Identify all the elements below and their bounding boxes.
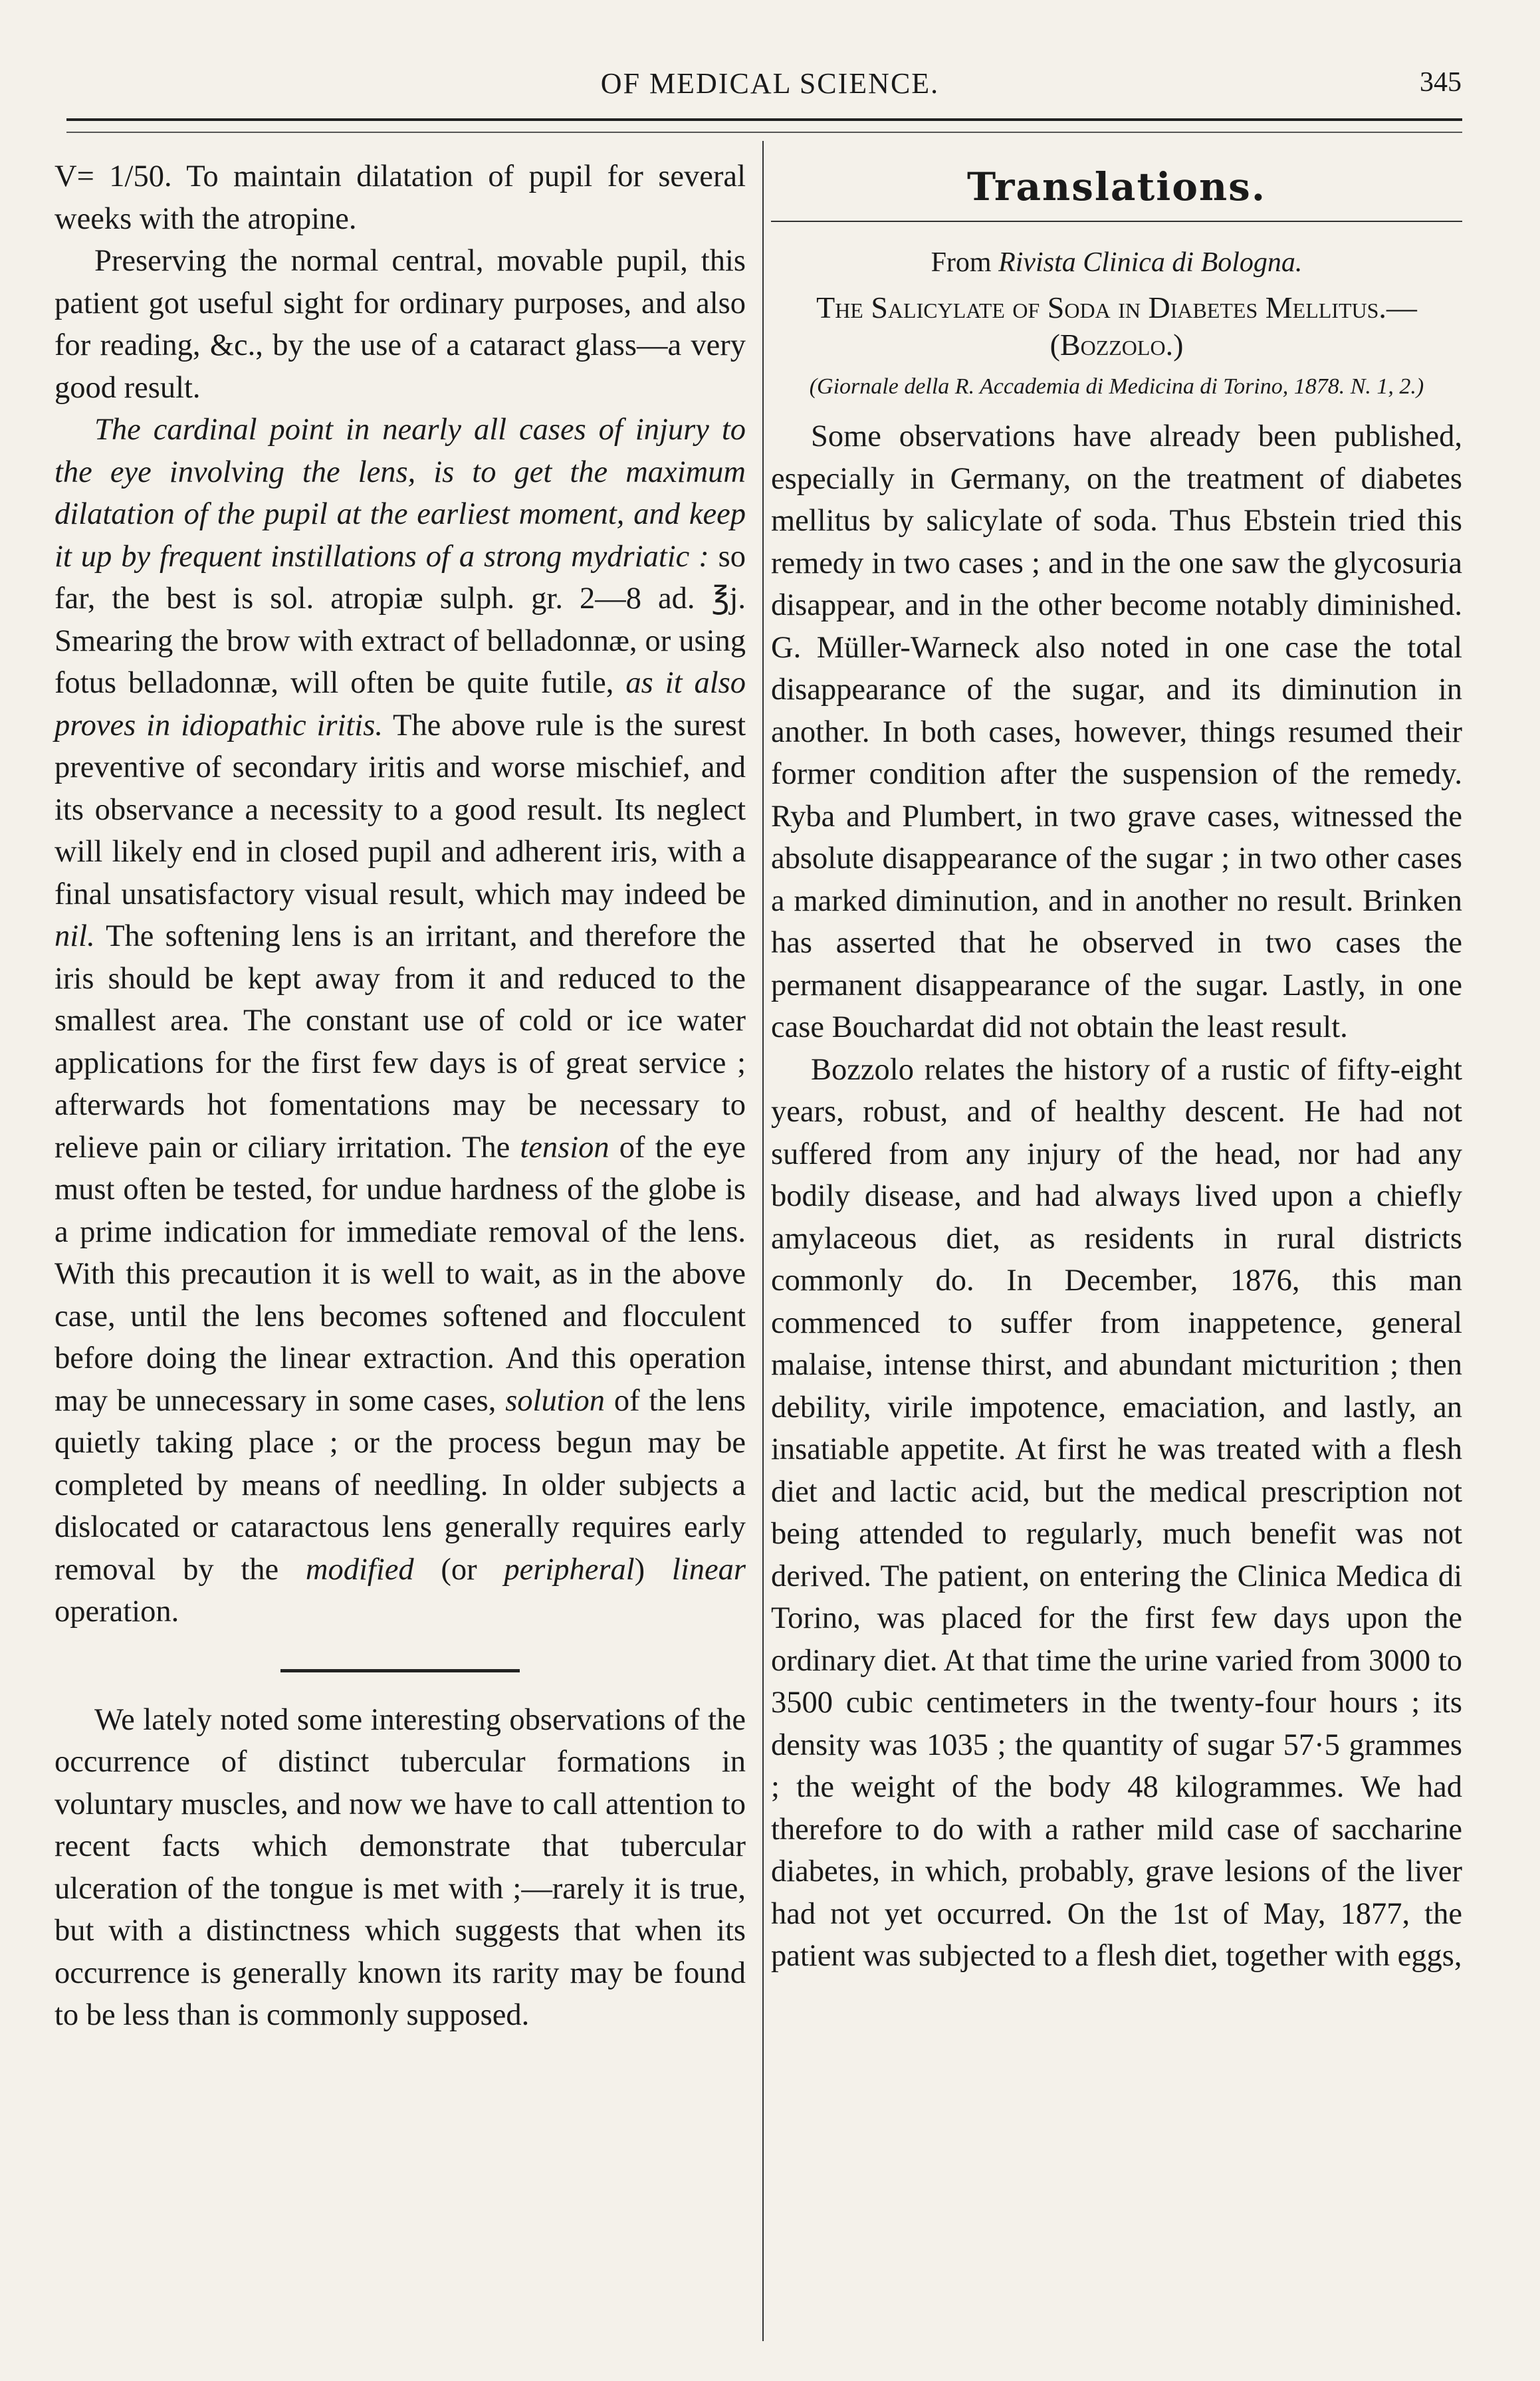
text-run: of the eye must often be tested, for undue hardness of the globe is a prime indication for immediate removal of the lens. With this precaution it is well to wait, as in the above case, until the lens becomes softened and flocculent before doing the linear extraction. And this operation may be unnecessary in some cases, bbox=[55, 1130, 746, 1418]
paragraph-case-history: Bozzolo relates the history of a rustic of fifty-eight years, robust, and of healthy descent. He had not suffered from any injury of the head, nor had any bodily disease, and had always lived upon a chiefly amylaceous diet, as residents in rural districts commonly do. In December, 1876, this man commenced to suffer from inappetence, general malaise, intense thirst, and abundant micturition ; then debility, virile impotence, emaciation, and lastly, an insatiable appetite. At first he was treated with a flesh diet and lactic acid, but the medical prescription not being attended to regularly, much benefit was not derived. The patient, on entering the Clinica Medica di Torino, was placed for the first few days upon the ordinary diet. At that time the urine varied from 3000 to 3500 cubic centimeters in the twenty-four hours ; its density was 1035 ; the quantity of sugar 57·5 grammes ; the weight of the body 48 kilogrammes. We had therefore to do with a rather mild case of saccharine diabetes, in which, probably, grave lesions of the liver had not yet occurred. On the 1st of May, 1877, the patient was subjected to a flesh diet, together with eggs, bbox=[771, 1052, 1462, 1973]
italic-tension: tension bbox=[520, 1130, 609, 1165]
paragraph-vision: V= 1/50. To maintain dilatation of pupil for several weeks with the atropine. bbox=[55, 160, 746, 236]
text-run: ) bbox=[634, 1552, 672, 1587]
citation: (Giornale della R. Accademia di Medicina di Torino, 1878. N. 1, 2.) bbox=[809, 374, 1424, 399]
italic-nil: nil. bbox=[55, 919, 95, 953]
running-title: OF MEDICAL SCIENCE. bbox=[600, 67, 940, 100]
source-line bbox=[771, 242, 1462, 284]
page-number: 345 bbox=[1420, 67, 1462, 98]
italic-peripheral: peripheral bbox=[504, 1552, 635, 1587]
section-heading: Translations. bbox=[966, 164, 1267, 209]
text-run: so far, the best is sol. atropiæ sulph. gr. 2—8 ad. ℥j. Smearing the brow with extract of belladonnæ, or using fotus belladonnæ, will often be quite futile, bbox=[55, 539, 746, 700]
text-run: operation. bbox=[55, 1595, 179, 1629]
header-rule bbox=[66, 118, 1462, 121]
paragraph-cardinal-point bbox=[55, 409, 746, 1633]
italic-solution: solution bbox=[505, 1383, 605, 1418]
paragraph-tubercular: We lately noted some interesting observations of the occurrence of distinct tubercular formations in voluntary muscles, and now we have to call attention to recent facts which demonstrate that tubercular ulceration of the tongue is met with ;—rarely it is true, but with a distinctness which suggests that when its occurrence is generally known its rarity may be found to be less than is commonly supposed. bbox=[55, 1702, 746, 2032]
text-run: (or bbox=[413, 1552, 504, 1587]
text-run: The above rule is the surest preventive of secondary iritis and worse mischief, and its observance a necessity to a good result. Its neglect will likely end in closed pupil and adherent iris, with a final unsatisfactory visual result, which may indeed be bbox=[55, 708, 746, 911]
text-run: The softening lens is an irritant, and therefore the iris should be kept away from it and reduced to the smallest area. The constant use of cold or ice water applications for the first few days is of great service ; afterwards hot fomentations may be necessary to relieve pain or ciliary irritation. The bbox=[55, 919, 746, 1165]
italic-linear: linear bbox=[671, 1552, 746, 1587]
header-rule-thin bbox=[66, 132, 1462, 133]
text-run: of the lens quietly taking place ; or the process begun may be completed by means of needling. In older subjects a dislocated or cataractous lens generally requires early removal by the bbox=[55, 1383, 746, 1587]
paragraph-result: Preserving the normal central, movable pupil, this patient got useful sight for ordinary purposes, and also for reading, &c., by the use of a cataract glass—a very good result. bbox=[55, 244, 746, 405]
italic-cardinal-point: The cardinal point in nearly all cases of injury to the eye involving the lens, is to get the maximum dilatation of the pupil at the earliest moment, and keep it up by frequent instillations of a strong mydriatic : bbox=[55, 413, 746, 574]
paragraph-observations: Some observations have already been published, especially in Germany, on the treatment of diabetes mellitus by salicylate of soda. Thus Ebstein tried this remedy in two cases ; and in the one saw the glycosuria disappear, and in the other become notably diminished. G. Müller-Warneck also noted in one case the total disappearance of the sugar, and its diminution in another. In both cases, however, things resumed their former condition after the suspension of the remedy. Ryba and Plumbert, in two grave cases, witnessed the absolute disappearance of the sugar ; in two other cases a marked diminution, and in another no result. Brinken has asserted that he observed in two cases the permanent disappearance of the sugar. Lastly, in one case Bouchardat did not obtain the least result. bbox=[771, 419, 1462, 1044]
italic-iritis: as it also proves in idiopathic iritis. bbox=[55, 666, 746, 742]
section-ornament bbox=[280, 1669, 520, 1672]
source-prefix: From bbox=[931, 247, 999, 278]
column-divider bbox=[762, 141, 764, 2341]
right-column bbox=[771, 156, 1462, 1978]
source-journal: Rivista Clinica di Bologna. bbox=[998, 247, 1303, 278]
left-column bbox=[55, 156, 746, 2037]
article-title: The Salicylate of Soda in Diabetes Mellitus.—(Bozzolo.) bbox=[816, 290, 1417, 362]
italic-modified: modified bbox=[305, 1552, 414, 1587]
heading-rule bbox=[771, 221, 1462, 222]
page-header bbox=[0, 66, 1540, 113]
